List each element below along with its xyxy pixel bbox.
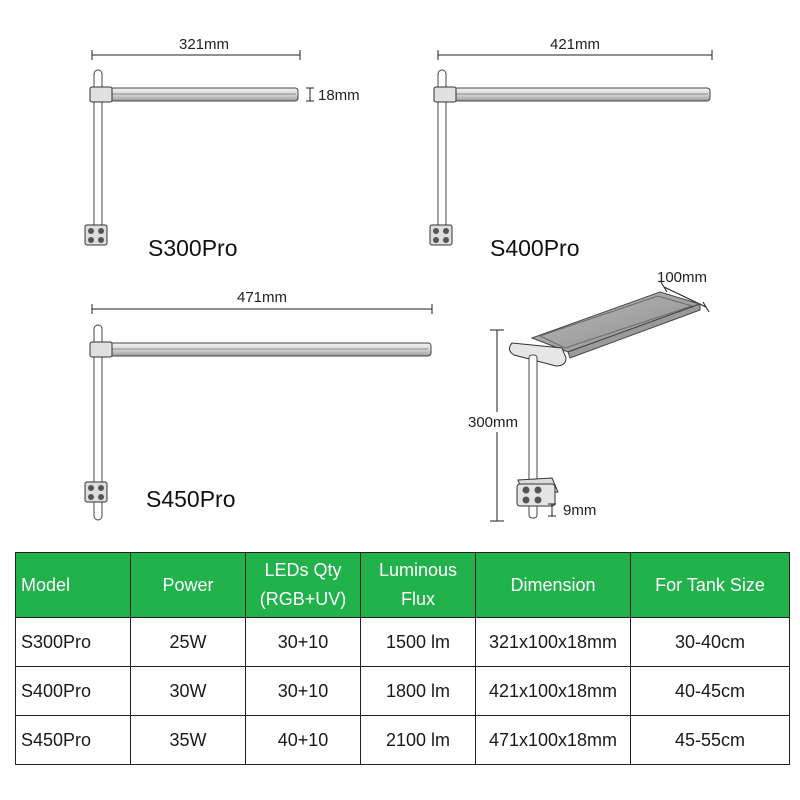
cell-leds-qty: 30+10 [246, 667, 361, 716]
table-header-row [16, 553, 790, 618]
tank-clamp [85, 482, 107, 502]
cell-dimension: 321x100x18mm [476, 618, 631, 667]
tank-clamp [517, 478, 558, 506]
s300pro-model-label: S300Pro [148, 235, 238, 261]
cell-model: S400Pro [16, 667, 131, 716]
spec-table [15, 552, 790, 765]
cell-tank-size: 30-40cm [631, 618, 790, 667]
s400pro-width-label: 421mm [549, 36, 601, 53]
header-luminous-flux: Luminous Flux [361, 553, 476, 618]
header-leds-qty: LEDs Qty (RGB+UV) [246, 553, 361, 618]
s400pro-model-label: S400Pro [490, 235, 580, 261]
cell-dimension: 421x100x18mm [476, 667, 631, 716]
s450pro-drawing [85, 289, 432, 520]
table-row [16, 716, 790, 765]
depth-label: 100mm [656, 269, 708, 286]
table-row [16, 618, 790, 667]
tank-clamp [85, 225, 107, 245]
cell-tank-size: 45-55cm [631, 716, 790, 765]
s400pro-drawing [430, 36, 712, 261]
tank-clamp [430, 225, 452, 245]
header-tank-size: For Tank Size [631, 553, 790, 618]
cell-power: 35W [131, 716, 246, 765]
perspective-drawing [460, 269, 709, 521]
bar-mount-clip [434, 87, 456, 102]
cell-dimension: 471x100x18mm [476, 716, 631, 765]
bar-mount-clip [90, 342, 112, 357]
cell-power: 25W [131, 618, 246, 667]
cell-luminous-flux: 1500 lm [361, 618, 476, 667]
bar-mount-clip [90, 87, 112, 102]
s300pro-drawing [85, 36, 360, 261]
header-model: Model [16, 553, 131, 618]
clamp-thickness-label: 9mm [563, 502, 597, 519]
s300pro-height-label: 18mm [318, 87, 360, 104]
cell-power: 30W [131, 667, 246, 716]
header-dimension: Dimension [476, 553, 631, 618]
header-power: Power [131, 553, 246, 618]
cell-model: S450Pro [16, 716, 131, 765]
cell-luminous-flux: 1800 lm [361, 667, 476, 716]
s450pro-model-label: S450Pro [146, 486, 236, 512]
s300pro-width-label: 321mm [178, 36, 230, 53]
s450pro-width-label: 471mm [236, 289, 288, 306]
cell-leds-qty: 30+10 [246, 618, 361, 667]
cell-leds-qty: 40+10 [246, 716, 361, 765]
cell-luminous-flux: 2100 lm [361, 716, 476, 765]
cell-model: S300Pro [16, 618, 131, 667]
cell-tank-size: 40-45cm [631, 667, 790, 716]
table-row [16, 667, 790, 716]
pole-height-label: 300mm [467, 414, 519, 431]
